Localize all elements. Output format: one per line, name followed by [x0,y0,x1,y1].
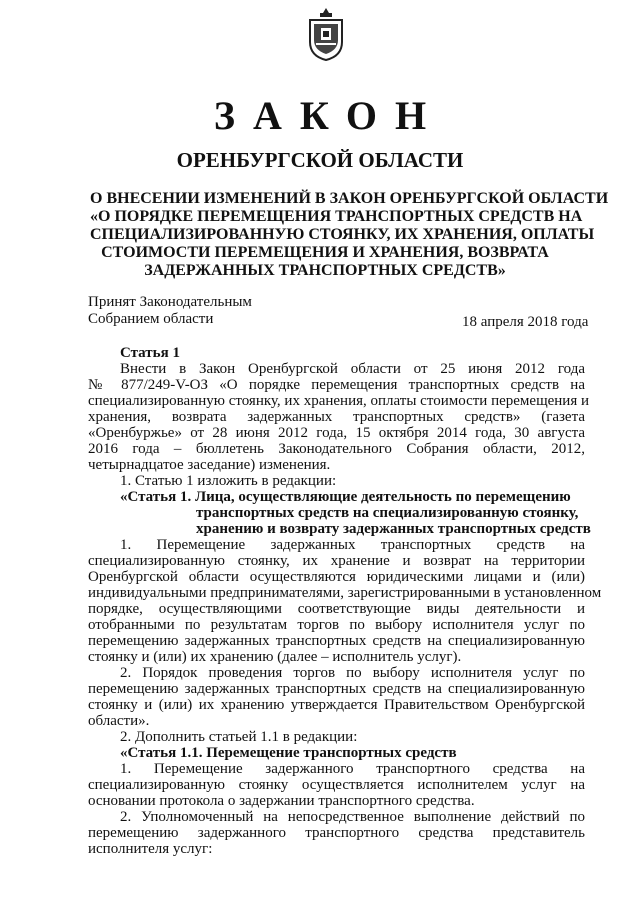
paragraph-line: № 877/249-V-ОЗ «О порядке перемещения транспортных средств на [88,377,585,393]
paragraph-line: индивидуальными предпринимателями, зарегистрированными в установленном [88,585,602,601]
article-heading-line: хранению и возврату задержанных транспортных средств [196,521,591,537]
document-title: ЗАКОН [213,93,445,138]
region-name: ОРЕНБУРГСКОЙ ОБЛАСТИ [176,148,464,172]
paragraph-line: специализированную стоянку, их хранение и возврат на территории [88,553,585,569]
article-1 [88,345,602,857]
paragraph-line: хранения, возврата задержанных транспортных средств» (газета [88,409,585,425]
paragraph-line: исполнителя услуг: [88,841,213,857]
adoption-date: 18 апреля 2018 года [462,314,589,330]
paragraph-line: перемещению задержанных транспортных средств на специализированную [88,633,585,649]
article-heading-line: «Статья 1. Лица, осуществляющие деятельность по перемещению [120,489,571,505]
paragraph-line: отобранными по результатам торгов по выбору исполнителя услуг по [88,617,585,633]
paragraph-line: основании протокола о задержании транспортного средства. [88,793,475,809]
coat-of-arms-icon [306,6,346,62]
paragraph-line: порядке, осуществляющими соответствующие виды деятельности и [88,601,585,617]
paragraph-line: 2016 года – бюллетень Законодательного Собрания области, 2012, [88,441,585,457]
paragraph-line: 1. Перемещение задержанного транспортного средства на [120,761,585,777]
paragraph-line: специализированную стоянку осуществляется исполнителем услуг на [88,777,585,793]
paragraph-line: Внести в Закон Оренбургской области от 25 июня 2012 года [120,361,585,377]
paragraph-line: специализированную стоянку, их хранения, оплаты стоимости перемещения и [88,393,590,409]
article-title: Статья 1 [120,345,180,361]
paragraph-line: области». [88,713,150,729]
paragraph-line: перемещению задержанных транспортных средств на специализированную [88,681,585,697]
heading-line: О ВНЕСЕНИИ ИЗМЕНЕНИЙ В ЗАКОН ОРЕНБУРГСКОЙ ОБЛАСТИ [90,190,609,207]
heading-line: СТОИМОСТИ ПЕРЕМЕЩЕНИЯ И ХРАНЕНИЯ, ВОЗВРАТА [101,244,549,261]
heading-line: «О ПОРЯДКЕ ПЕРЕМЕЩЕНИЯ ТРАНСПОРТНЫХ СРЕДСТВ НА [90,208,583,225]
paragraph-line: 2. Уполномоченный на непосредственное выполнение действий по [120,809,585,825]
heading-line: СПЕЦИАЛИЗИРОВАННУЮ СТОЯНКУ, ИХ ХРАНЕНИЯ, ОПЛАТЫ [90,226,595,243]
article-heading-line: «Статья 1.1. Перемещение транспортных средств [120,745,457,761]
heading-line: ЗАДЕРЖАННЫХ ТРАНСПОРТНЫХ СРЕДСТВ» [144,262,506,279]
paragraph-line: 1. Перемещение задержанных транспортных средств на [120,537,585,553]
adoption-info [88,294,252,328]
adoption-line: Собранием области [88,311,214,327]
adoption-line: Принят Законодательным [88,294,252,310]
paragraph-line: «Оренбуржье» от 28 июня 2012 года, 15 октября 2014 года, 30 августа [88,425,585,441]
amendment-item: 2. Дополнить статьей 1.1 в редакции: [120,729,358,745]
paragraph-line: 2. Порядок проведения торгов по выбору исполнителя услуг по [120,665,585,681]
paragraph-line: стоянку и (или) их хранению утверждается Правительством Оренбургской [88,697,585,713]
paragraph-line: Оренбургской области осуществляются юридическими лицами и (или) [88,569,585,585]
law-heading [90,190,609,280]
paragraph-line: перемещению задержанного транспортного средства представитель [88,825,585,841]
paragraph-line: четырнадцатое заседание) изменения. [88,457,331,473]
amendment-item: 1. Статью 1 изложить в редакции: [120,473,337,489]
paragraph-line: стоянку и (или) их хранению (далее – исполнитель услуг). [88,649,462,665]
article-heading-line: транспортных средств на специализированную стоянку, [196,505,579,521]
